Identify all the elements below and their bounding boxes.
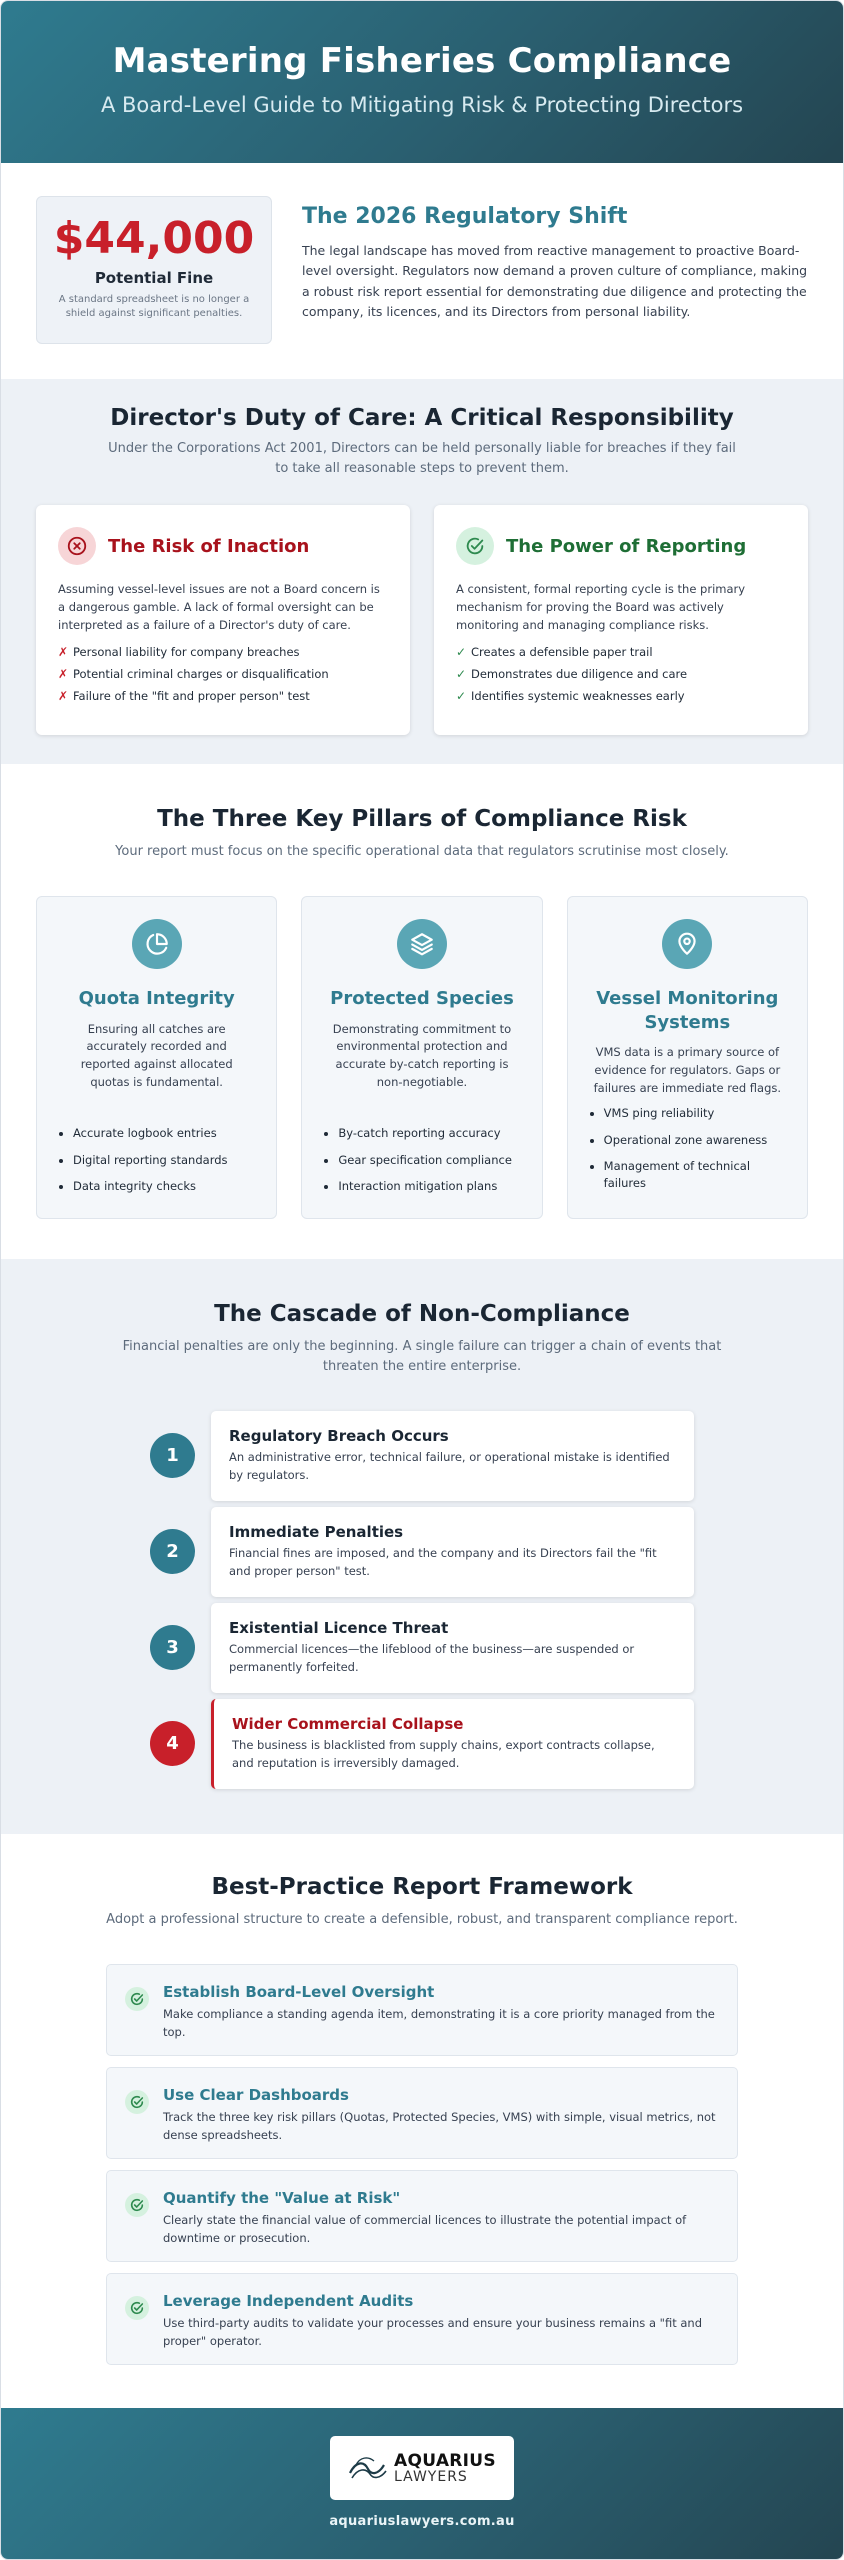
framework-text [163, 2292, 719, 2364]
list-item: • Gear specification compliance [338, 1152, 521, 1169]
map-pin-icon [662, 919, 712, 969]
framework-item-desc: Clearly state the financial value of commercial licences to illustrate the potential impact of downtime or prosecution. [163, 2213, 687, 2245]
framework-item-desc: Track the three key risk pillars (Quotas, Protected Species, VMS) with simple, visual metrics, not dense spreadsheets. [163, 2110, 716, 2142]
framework-title: Best-Practice Report Framework [211, 1874, 633, 1900]
card-header [456, 527, 786, 565]
step-desc: Commercial licences—the lifeblood of the business—are suspended or permanently forfeited. [229, 1641, 635, 1674]
list-item: • Operational zone awareness [604, 1132, 787, 1149]
cascade-section [1, 1259, 843, 1834]
intro-section [1, 163, 843, 379]
pillar-protected-species [301, 896, 542, 1219]
framework-list [106, 1964, 738, 2365]
cascade-step [150, 1698, 694, 1789]
step-title: Immediate Penalties [229, 1522, 404, 1541]
step-number: 2 [150, 1529, 195, 1574]
duty-cards [1, 505, 843, 735]
framework-text [163, 2086, 719, 2158]
fine-card [36, 196, 272, 344]
step-number: 4 [150, 1721, 195, 1766]
check-circle-icon [456, 527, 494, 565]
step-box [211, 1507, 694, 1597]
check-icon: ✓ [456, 644, 467, 659]
framework-item-title: Quantify the "Value at Risk" [163, 2189, 401, 2208]
logo-line-1: AQUARIUS [394, 2450, 496, 2471]
check-icon: ✓ [456, 688, 467, 703]
logo-line-2: LAWYERS [394, 2468, 468, 2485]
wave-logo-icon [348, 2453, 388, 2483]
footer-banner [1, 2408, 843, 2560]
list-item: ✓ Demonstrates due diligence and care [456, 666, 688, 681]
pillars-subtitle: Your report must focus on the specific operational data that regulators scrutinise most closely. [115, 844, 729, 859]
website-link[interactable]: aquariuslawyers.com.au [329, 2514, 515, 2529]
framework-item-title: Leverage Independent Audits [163, 2292, 414, 2311]
pillar-desc: VMS data is a primary source of evidence for regulators. Gaps or failures are immediate red flags. [593, 1044, 782, 1095]
pillar-points [302, 1125, 541, 1205]
list-item: ✓ Creates a defensible paper trail [456, 644, 653, 659]
step-title: Regulatory Breach Occurs [229, 1426, 449, 1445]
cascade-step [150, 1506, 694, 1597]
step-title: Wider Commercial Collapse [232, 1714, 464, 1733]
company-logo[interactable] [330, 2436, 514, 2500]
list-item: ✓ Identifies systemic weaknesses early [456, 688, 685, 703]
regulatory-shift-body: The legal landscape has moved from reactive management to proactive Board-level oversight. Regulators now demand a proven culture of compliance, making a robust risk report essential for demonstrating due diligence and protecting the company, its licences, and its Directors from personal liability. [302, 243, 808, 319]
check-circle-icon [125, 2090, 149, 2114]
fine-note: A standard spreadsheet is no longer a shield against significant penalties. [58, 294, 250, 319]
pillar-desc: Demonstrating commitment to environmental protection and accurate by-catch reporting is non-negotiable. [332, 1021, 512, 1089]
list-item: • Accurate logbook entries [73, 1125, 256, 1142]
framework-item-title: Use Clear Dashboards [163, 2086, 349, 2105]
framework-item [106, 2170, 738, 2262]
header-banner [1, 1, 843, 163]
list-item: ✗ Personal liability for company breaches [58, 644, 300, 659]
step-box [211, 1411, 694, 1501]
list-item: • VMS ping reliability [604, 1105, 787, 1122]
layers-icon [397, 919, 447, 969]
cross-icon: ✗ [58, 688, 69, 703]
framework-section [1, 1834, 843, 2408]
pillars-title: The Three Key Pillars of Compliance Risk [157, 806, 687, 832]
framework-item [106, 2273, 738, 2365]
list-item: • Data integrity checks [73, 1178, 256, 1195]
page-title: Mastering Fisheries Compliance [112, 41, 732, 81]
step-number: 1 [150, 1433, 195, 1478]
framework-item-desc: Use third-party audits to validate your processes and ensure your business remains a "fit and proper" operator. [163, 2316, 702, 2348]
pillar-points [37, 1125, 276, 1205]
framework-item [106, 1964, 738, 2056]
pillar-row [1, 896, 843, 1219]
fine-label: Potential Fine [94, 269, 214, 288]
list-item: ✗ Failure of the "fit and proper person" test [58, 688, 310, 703]
cascade-subtitle: Financial penalties are only the beginning. A single failure can trigger a chain of events that threaten the entire enterprise. [122, 1339, 722, 1375]
pillar-quota-integrity [36, 896, 277, 1219]
check-icon: ✓ [456, 666, 467, 681]
cross-icon: ✗ [58, 666, 69, 681]
framework-text [163, 1983, 719, 2055]
pillar-title: Vessel Monitoring Systems [596, 988, 779, 1033]
regulatory-shift-title: The 2026 Regulatory Shift [302, 204, 628, 229]
logo-wordmark [394, 2450, 496, 2485]
pillars-section [1, 764, 843, 1259]
step-desc: Financial fines are imposed, and the company and its Directors fail the "fit and proper person" test. [229, 1545, 657, 1578]
pillar-title: Quota Integrity [78, 988, 235, 1010]
step-number: 3 [150, 1625, 195, 1670]
benefit-list [456, 645, 786, 703]
x-circle-icon [58, 527, 96, 565]
risk-of-inaction-body: Assuming vessel-level issues are not a Board concern is a dangerous gamble. A lack of formal oversight can be interpreted as a failure of a Director's duty of care. [58, 582, 380, 632]
framework-text [163, 2189, 719, 2261]
list-item: ✗ Potential criminal charges or disqualification [58, 666, 329, 681]
framework-item-desc: Make compliance a standing agenda item, demonstrating it is a core priority managed from the top. [163, 2007, 715, 2039]
cascade-steps [150, 1410, 694, 1789]
power-of-reporting-title: The Power of Reporting [506, 535, 747, 557]
pillar-title: Protected Species [330, 988, 514, 1010]
cascade-title: The Cascade of Non-Compliance [214, 1301, 630, 1327]
pillar-points [568, 1105, 807, 1202]
framework-item [106, 2067, 738, 2159]
list-item: • Management of technical failures [604, 1158, 787, 1191]
step-title: Existential Licence Threat [229, 1618, 449, 1637]
check-circle-icon [125, 2296, 149, 2320]
risk-of-inaction-title: The Risk of Inaction [108, 535, 310, 557]
cross-icon: ✗ [58, 644, 69, 659]
duty-subtitle: Under the Corporations Act 2001, Directors can be held personally liable for breaches if they fail to take all reasonable steps to prevent them. [108, 441, 736, 477]
framework-subtitle: Adopt a professional structure to create a defensible, robust, and transparent compliance report. [106, 1912, 738, 1927]
duty-of-care-section [1, 379, 843, 764]
pillar-vessel-monitoring [567, 896, 808, 1219]
fine-amount: $44,000 [53, 213, 255, 264]
risk-list [58, 645, 388, 703]
power-of-reporting-card [434, 505, 808, 735]
card-header [58, 527, 388, 565]
pie-chart-icon [132, 919, 182, 969]
step-box [211, 1699, 694, 1789]
pillar-desc: Ensuring all catches are accurately recorded and reported against allocated quotas is fundamental. [80, 1021, 233, 1089]
power-of-reporting-body: A consistent, formal reporting cycle is the primary mechanism for proving the Board was actively monitoring and managing compliance risks. [456, 582, 746, 632]
framework-item-title: Establish Board-Level Oversight [163, 1983, 435, 2002]
regulatory-shift [272, 196, 808, 379]
list-item: • By-catch reporting accuracy [338, 1125, 521, 1142]
cascade-step [150, 1410, 694, 1501]
page-subtitle: A Board-Level Guide to Mitigating Risk & Protecting Directors [100, 93, 744, 117]
list-item: • Digital reporting standards [73, 1152, 256, 1169]
duty-title: Director's Duty of Care: A Critical Responsibility [110, 405, 734, 431]
step-box [211, 1603, 694, 1693]
check-circle-icon [125, 2193, 149, 2217]
step-desc: An administrative error, technical failure, or operational mistake is identified by regulators. [229, 1449, 670, 1482]
step-desc: The business is blacklisted from supply chains, export contracts collapse, and reputation is irreversibly damaged. [232, 1737, 655, 1770]
check-circle-icon [125, 1987, 149, 2011]
cascade-step [150, 1602, 694, 1693]
risk-of-inaction-card [36, 505, 410, 735]
list-item: • Interaction mitigation plans [338, 1178, 521, 1195]
